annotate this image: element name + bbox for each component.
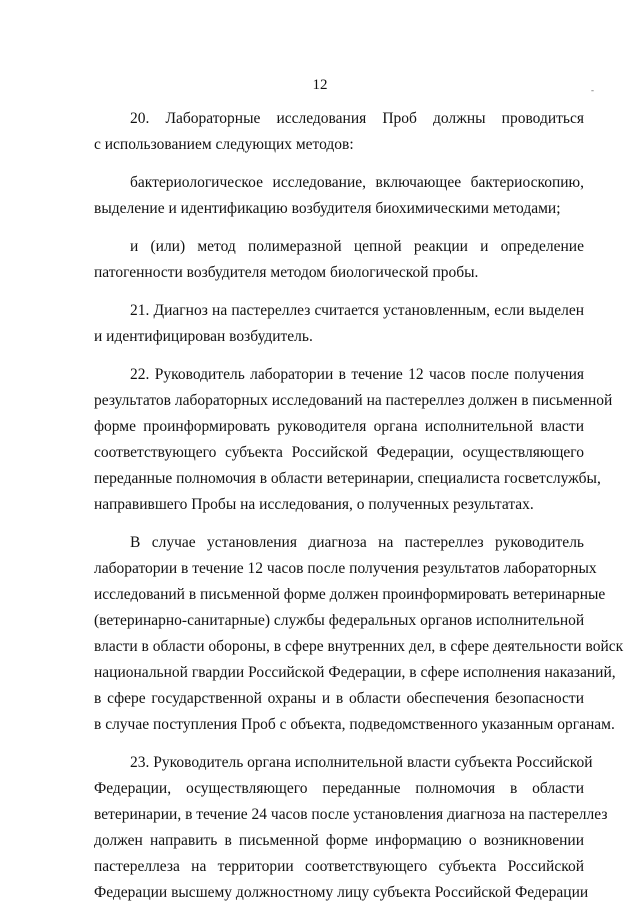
text-line: Федерации высшему должностному лицу субъекта Российской Федерации (94, 884, 589, 901)
text-line: и идентифицирован возбудитель. (94, 328, 313, 345)
paragraph-20 (94, 106, 584, 158)
paragraph-method-bacteriological (94, 170, 584, 222)
text-line: ветеринарии, в течение 24 часов после установления диагноза на пастереллез (94, 806, 608, 823)
text-line: соответствующего субъекта Российской Федерации, осуществляющего (94, 444, 584, 461)
text-line: исследований в письменной форме должен проинформировать ветеринарные (94, 586, 606, 603)
paragraph-diagnosis-case (94, 530, 624, 738)
scan-mark: - (591, 85, 594, 95)
text-line: 21. Диагноз на пастереллез считается установленным, если выделен (130, 302, 584, 319)
text-line: переданные полномочия в области ветеринарии, специалиста госветслужбы, (94, 470, 601, 487)
text-line: направившего Пробы на исследования, о полученных результатах. (94, 496, 534, 513)
text-line: власти в области обороны, в сфере внутренних дел, в сфере деятельности войск (94, 638, 624, 655)
text-line: в сфере государственной охраны и в области обеспечения безопасности (94, 690, 584, 707)
text-line: должен направить в письменной форме информацию о возникновении (94, 832, 584, 849)
text-line: с использованием следующих методов: (94, 136, 354, 153)
text-line: национальной гвардии Российской Федерации, в сфере исполнения наказаний, (94, 664, 616, 681)
text-line: в случае поступления Проб с объекта, подведомственного указанным органам. (94, 716, 615, 733)
text-line: В случае установления диагноза на пастереллез руководитель (130, 534, 584, 551)
text-line: выделение и идентификацию возбудителя биохимическими методами; (94, 200, 561, 217)
text-line: Федерации, осуществляющего переданные полномочия в области (94, 780, 584, 797)
text-line: результатов лабораторных исследований на пастереллез должен в письменной (94, 392, 613, 409)
text-line: 20. Лабораторные исследования Проб должны проводиться (130, 110, 584, 127)
paragraph-method-pcr (94, 234, 584, 286)
text-line: лаборатории в течение 12 часов после получения результатов лабораторных (94, 560, 597, 577)
paragraph-22 (94, 362, 613, 518)
text-line: патогенности возбудителя методом биологической пробы. (94, 264, 479, 281)
text-line: (ветеринарно-санитарные) службы федеральных органов исполнительной (94, 612, 585, 629)
text-line: 23. Руководитель органа исполнительной власти субъекта Российской (130, 754, 593, 771)
document-body (94, 106, 624, 906)
paragraph-21 (94, 298, 584, 350)
text-line: пастереллеза на территории соответствующего субъекта Российской (94, 858, 584, 875)
text-line: форме проинформировать руководителя органа исполнительной власти (94, 418, 584, 435)
text-line: бактериологическое исследование, включающее бактериоскопию, (130, 174, 584, 191)
text-line: 22. Руководитель лаборатории в течение 12 часов после получения (130, 366, 584, 383)
page-number: 12 (312, 77, 328, 93)
paragraph-23 (94, 750, 608, 906)
text-line: и (или) метод полимеразной цепной реакции и определение (130, 238, 584, 255)
